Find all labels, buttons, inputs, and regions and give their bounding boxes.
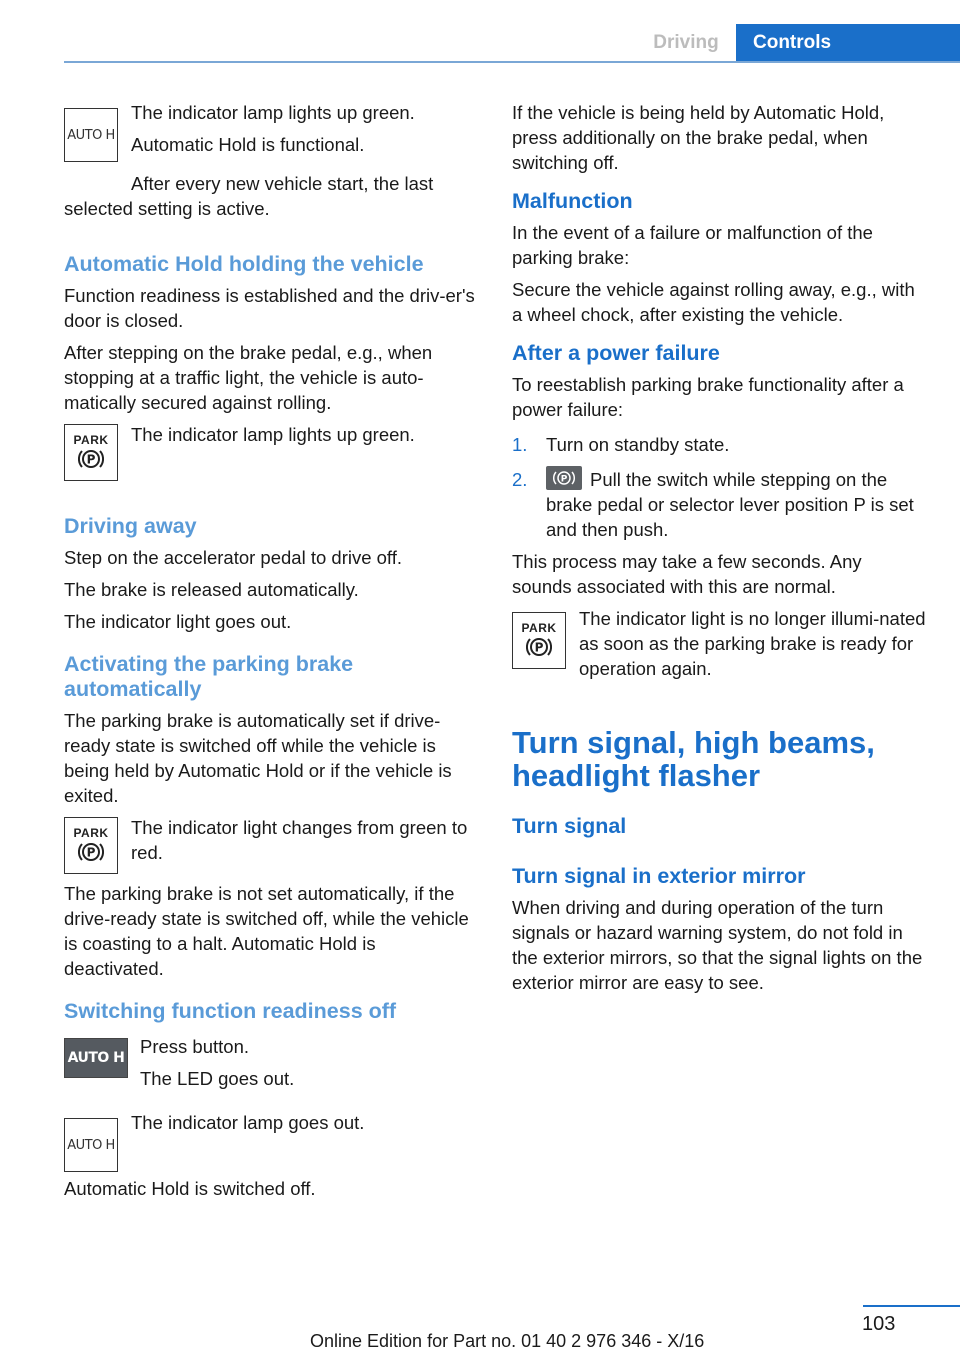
- heading-power-failure: After a power failure: [512, 341, 720, 365]
- auto-h-indicator-block: [64, 100, 478, 184]
- auto-h-indicator-block-2: [64, 1110, 478, 1176]
- power-process-note: This process may take a few seconds. Any sounds associated with this are normal.: [512, 551, 862, 597]
- heading-activating-parking-brake: Activating the parking brake automatically: [64, 652, 354, 701]
- malfunction-intro: In the event of a failure or malfunction of the parking brake:: [512, 222, 873, 268]
- svg-text:P: P: [86, 452, 96, 466]
- auto-h-indicator-icon: [64, 108, 118, 162]
- parking-brake-switch-icon: [546, 466, 582, 490]
- activating-light-changes: The indicator light changes from green to red.: [131, 817, 468, 863]
- park-indicator-icon: [64, 817, 118, 874]
- header-rule: [64, 61, 960, 63]
- activating-description: The parking brake is automatically set if drive-ready state is switched off while the vehicle is being held by Automatic Hold or if the vehicle is exited.: [64, 710, 452, 806]
- svg-text:P: P: [534, 640, 544, 654]
- hold-switch-off-note: If the vehicle is being held by Automatic Hold, press additionally on the brake pedal, when switching off.: [512, 102, 885, 173]
- park-indicator-icon: [64, 424, 118, 481]
- auto-h-icon-label: AUTO H: [67, 127, 115, 143]
- away-released: The brake is released automatically.: [64, 579, 359, 600]
- heading-turn-signal-mirror: Turn signal in exterior mirror: [512, 864, 806, 888]
- switch-press-button: Press button.: [140, 1036, 250, 1057]
- mirror-description: When driving and during operation of the turn signals or hazard warning system, do not fold in the exterior mirrors, so that the signal lights on the exterior mirror are easy to see.: [512, 897, 923, 993]
- svg-text:P: P: [86, 845, 96, 859]
- hold-readiness: Function readiness is established and the driv‐er's door is closed.: [64, 285, 475, 331]
- park-icon-label: PARK: [521, 620, 557, 635]
- switch-hold-off: Automatic Hold is switched off.: [64, 1178, 316, 1199]
- edition-note: Online Edition for Part no. 01 40 2 976 346 - X/16: [310, 1331, 705, 1351]
- intro-last-setting: After every new vehicle start, the last selected setting is active.: [64, 173, 434, 219]
- auto-h-button-label: AUTO H: [67, 1050, 125, 1066]
- power-light-no-longer: The indicator light is no longer illumi‐nated as soon as the parking brake is ready for operation again.: [579, 608, 926, 679]
- left-column: [64, 100, 478, 1208]
- hold-brake-pedal: After stepping on the brake pedal, e.g., when stopping at a traffic light, the vehicle is auto‐matically secured against rolling.: [64, 342, 433, 413]
- park-icon-label: PARK: [73, 825, 109, 840]
- park-indicator-icon: [512, 612, 566, 669]
- parking-brake-icon: [78, 839, 104, 865]
- away-light-out: The indicator light goes out.: [64, 611, 292, 632]
- heading-switching-off: Switching function readiness off: [64, 999, 397, 1023]
- heading-driving-away: Driving away: [64, 514, 197, 538]
- park-indicator-block-2: [64, 815, 478, 877]
- park-indicator-block-1: [64, 422, 478, 492]
- power-intro: To reestablish parking brake functionality after a power failure:: [512, 374, 904, 420]
- heading-malfunction: Malfunction: [512, 189, 633, 213]
- page-number: 103: [862, 1313, 896, 1335]
- chapter-tab-controls: Controls: [736, 24, 960, 61]
- section-tab-driving: Driving: [653, 32, 719, 53]
- activating-not-set: The parking brake is not set automatically, if the drive-ready state is switched off, while the vehicle is coasting to a halt. Automatic Hold is deactivated.: [64, 883, 469, 979]
- malfunction-secure: Secure the vehicle against rolling away, e.g., with a wheel chock, after existing the vehicle.: [512, 279, 915, 325]
- list-item-text-wrap: [546, 467, 926, 542]
- list-item-number: 1.: [512, 434, 528, 455]
- auto-h-button-block: [64, 1034, 478, 1106]
- power-steps-list: [512, 432, 926, 542]
- heading-hold-vehicle: Automatic Hold holding the vehicle: [64, 252, 424, 276]
- intro-lamp-green: The indicator lamp lights up green.: [131, 102, 415, 123]
- footer-rule: [863, 1305, 960, 1307]
- intro-functional: Automatic Hold is functional.: [131, 134, 365, 155]
- auto-h-button-icon: [64, 1038, 128, 1078]
- switch-led-out: The LED goes out.: [140, 1068, 295, 1089]
- list-item: [512, 432, 926, 457]
- hold-lamp-green: The indicator lamp lights up green.: [131, 424, 415, 445]
- park-icon-label: PARK: [73, 432, 109, 447]
- switch-lamp-out: The indicator lamp goes out.: [131, 1112, 365, 1133]
- parking-brake-icon: [78, 446, 104, 472]
- park-indicator-block-3: [512, 606, 926, 700]
- svg-text:P: P: [560, 474, 568, 485]
- heading-turn-signal: Turn signal: [512, 814, 627, 838]
- list-item: [512, 467, 926, 542]
- parking-brake-icon: [526, 634, 552, 660]
- list-item-number: 2.: [512, 469, 528, 490]
- list-item-text: Turn on standby state.: [546, 434, 730, 455]
- right-column: [512, 100, 926, 1002]
- heading-turn-signal-main: Turn signal, high beams, headlight flasher: [512, 725, 875, 793]
- away-accelerator: Step on the accelerator pedal to drive off.: [64, 547, 403, 568]
- auto-h-indicator-icon: [64, 1118, 118, 1172]
- list-item-text: Pull the switch while stepping on the brake pedal or selector lever position P is set and then push.: [546, 469, 914, 540]
- auto-h-icon-label: AUTO H: [67, 1137, 115, 1153]
